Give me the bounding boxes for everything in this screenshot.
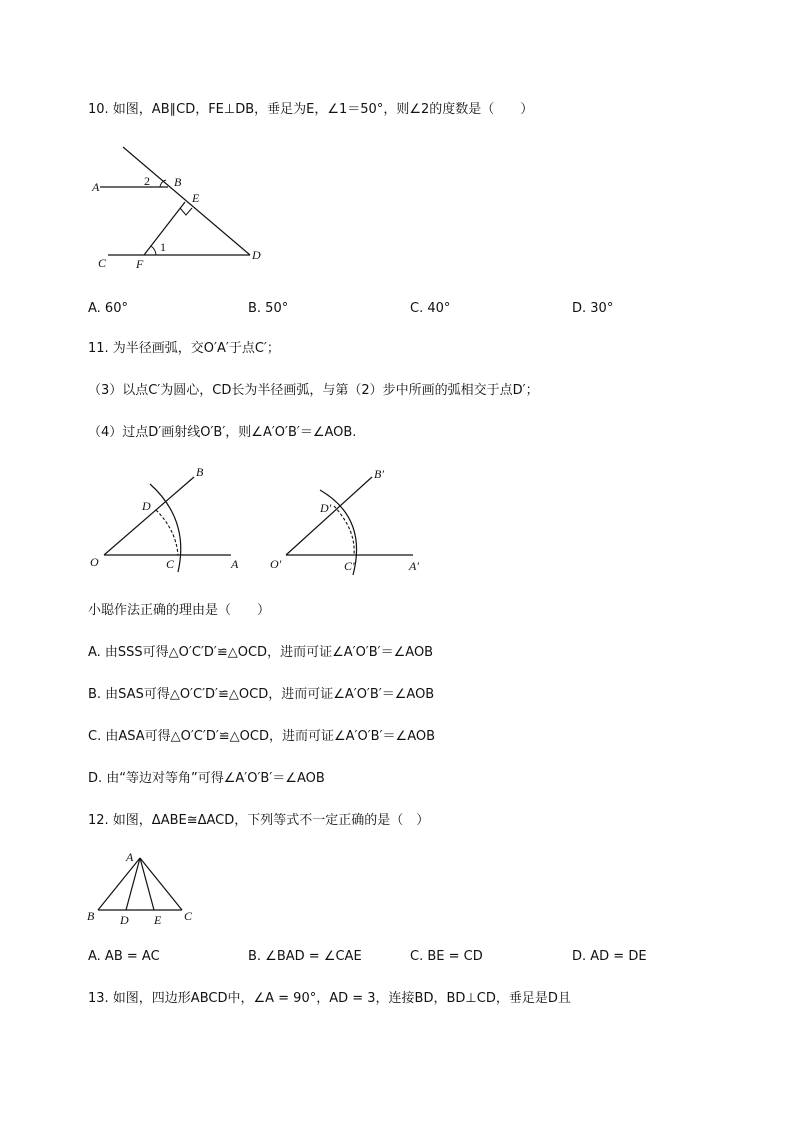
q10-stem: 10. 如图，AB∥CD，FE⊥DB，垂足为E，∠1＝50°，则∠2的度数是（ ） bbox=[88, 102, 534, 117]
q11r-label-B: B′ bbox=[374, 467, 384, 481]
q11-option-a[interactable]: A. 由SSS可得△O′C′D′≌△OCD，进而可证∠A′O′B′＝∠AOB bbox=[88, 645, 434, 660]
q12-option-a[interactable]: A. AB = AC bbox=[88, 949, 160, 964]
q11-line3: （4）过点D′画射线O′B′，则∠A′O′B′＝∠AOB. bbox=[88, 425, 357, 440]
q12-stem: 12. 如图，ΔABE≅ΔACD，下列等式不一定正确的是（ ） bbox=[88, 813, 430, 828]
q12-label-D: D bbox=[120, 913, 129, 927]
q10-option-d[interactable]: D. 30° bbox=[572, 301, 614, 316]
q11r-label-C: C′ bbox=[344, 559, 355, 573]
q10-option-b[interactable]: B. 50° bbox=[248, 301, 289, 316]
q11-line1: 11. 为半径画弧，交O′A′于点C′； bbox=[88, 341, 280, 356]
q10-figure bbox=[88, 140, 278, 280]
q10-angle2-label: 2 bbox=[144, 174, 150, 188]
q11-figure-right bbox=[268, 460, 438, 580]
q11l-label-C: C bbox=[166, 557, 175, 571]
q10-option-c[interactable]: C. 40° bbox=[410, 301, 451, 316]
q11r-label-D: D′ bbox=[320, 501, 332, 515]
q12-label-C: C bbox=[184, 909, 193, 923]
q12-option-b[interactable]: B. ∠BAD = ∠CAE bbox=[248, 949, 362, 964]
q11-option-b[interactable]: B. 由SAS可得△O′C′D′≌△OCD，进而可证∠A′O′B′＝∠AOB bbox=[88, 687, 435, 702]
q10-label-F: F bbox=[136, 257, 144, 271]
q12-option-d[interactable]: D. AD = DE bbox=[572, 949, 647, 964]
q13-stem: 13. 如图，四边形ABCD中，∠A = 90°，AD = 3，连接BD，BD⊥CD，垂足是D且 bbox=[88, 991, 571, 1006]
q10-option-a[interactable]: A. 60° bbox=[88, 301, 128, 316]
q11-option-c[interactable]: C. 由ASA可得△O′C′D′≌△OCD，进而可证∠A′O′B′＝∠AOB bbox=[88, 729, 436, 744]
q11-line2: （3）以点C′为圆心，CD长为半径画弧，与第（2）步中所画的弧相交于点D′； bbox=[88, 383, 539, 398]
q12-label-E: E bbox=[154, 913, 162, 927]
q11r-label-A: A′ bbox=[409, 559, 419, 573]
q11l-label-B: B bbox=[196, 465, 204, 479]
q10-angle1-label: 1 bbox=[160, 240, 166, 254]
q10-label-E: E bbox=[192, 191, 200, 205]
q11-figure-left bbox=[86, 460, 256, 580]
q11l-label-A: A bbox=[231, 557, 239, 571]
q12-figure bbox=[84, 848, 204, 933]
q10-label-A: A bbox=[92, 180, 100, 194]
q10-label-B: B bbox=[174, 175, 182, 189]
q11r-label-O: O′ bbox=[270, 557, 282, 571]
q12-option-c[interactable]: C. BE = CD bbox=[410, 949, 483, 964]
q11-question: 小聪作法正确的理由是（ ） bbox=[88, 603, 271, 618]
q11-option-d[interactable]: D. 由“等边对等角”可得∠A′O′B′＝∠AOB bbox=[88, 771, 325, 786]
q12-label-B: B bbox=[87, 909, 95, 923]
q11l-label-O: O bbox=[90, 555, 99, 569]
q10-label-C: C bbox=[98, 256, 107, 270]
q11l-label-D: D bbox=[142, 499, 151, 513]
q12-label-A: A bbox=[126, 850, 134, 864]
q10-label-D: D bbox=[252, 248, 261, 262]
